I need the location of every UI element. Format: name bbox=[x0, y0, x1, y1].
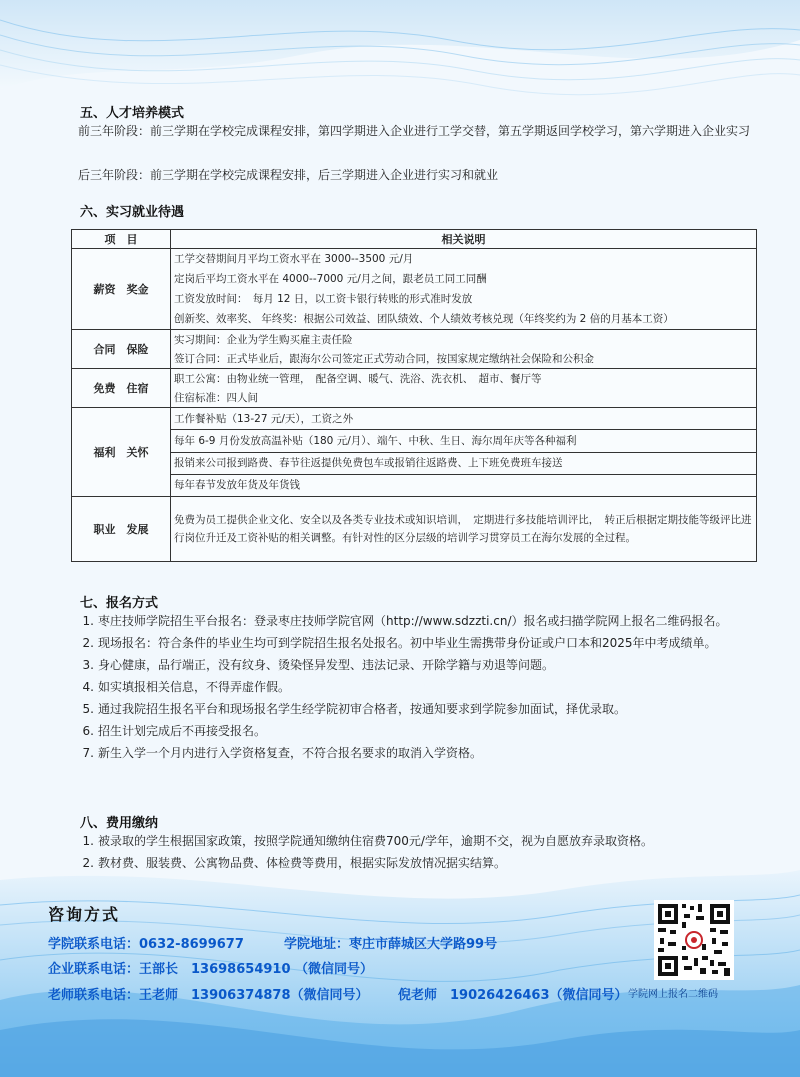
section5-paragraph-1: 前三年阶段：前三学期在学校完成课程安排，第四学期进入企业进行工学交替，第五学期返回学校学习，第六学期进入企业实习 bbox=[78, 124, 751, 138]
section7-title: 七、报名方式 bbox=[80, 596, 159, 611]
welfare-line: 每年 6-9 月份发放高温补贴（180 元/月）、端午、中秋、生日、海尔周年庆等各种福利 bbox=[171, 430, 757, 452]
housing-line: 职工公寓：由物业统一管理， 配备空调、暖气、洗浴、洗衣机、 超市、餐厅等 bbox=[171, 369, 757, 389]
list-item: 3. 身心健康，品行端正，没有纹身、烫染怪异发型、违法记录、开除学籍与劝退等问题。 bbox=[82, 658, 555, 672]
section5-paragraph-2: 后三年阶段：前三学期在学校完成课程安排，后三学期进入企业进行实习和就业 bbox=[78, 168, 499, 182]
housing-line: 住宿标准：四人间 bbox=[171, 388, 757, 408]
career-description: 免费为员工提供企业文化、安全以及各类专业技术或知识培训， 定期进行多技能培训评比， 转正后根据定期技能等级评比进行岗位升迁及工资补贴的相关调整。有针对性的区分层级的培训学习贯穿员工在海尔发展的全过程。 bbox=[171, 497, 757, 562]
fees-list bbox=[56, 830, 756, 874]
registration-list bbox=[56, 610, 756, 764]
contract-line: 签订合同：正式毕业后，跟海尔公司签定正式劳动合同，按国家规定缴纳社会保险和公积金 bbox=[171, 349, 757, 369]
salary-line: 创新奖、效率奖、 年终奖：根据公司效益、团队绩效、个人绩效考核兑现（年终奖约为 2 倍的月基本工资） bbox=[171, 309, 757, 330]
contract-category: 合同 保险 bbox=[72, 330, 171, 369]
table-row bbox=[72, 497, 757, 562]
list-item: 1. 被录取的学生根据国家政策，按照学院通知缴纳住宿费700元/学年，逾期不交，视为自愿放弃录取资格。 bbox=[82, 834, 653, 848]
company-phone: 企业联系电话：王部长 13698654910 （微信同号） bbox=[48, 962, 374, 977]
housing-category: 免费 住宿 bbox=[72, 369, 171, 408]
list-item: 4. 如实填报相关信息，不得弄虚作假。 bbox=[82, 680, 291, 694]
welfare-line: 报销来公司报到路费、春节往返提供免费包车或报销往返路费、上下班免费班车接送 bbox=[171, 452, 757, 474]
teacher-phone-ni: 倪老师 19026426463（微信同号） bbox=[398, 988, 628, 1003]
salary-line: 定岗后平均工资水平在 4000--7000 元/月之间，跟老员工同工同酬 bbox=[171, 269, 757, 289]
table-row bbox=[72, 249, 757, 270]
salary-line: 工学交替期间月平均工资水平在 3000--3500 元/月 bbox=[171, 249, 757, 270]
teacher-phone-wang: 老师联系电话：王老师 13906374878（微信同号） bbox=[48, 988, 369, 1003]
salary-category: 薪资 奖金 bbox=[72, 249, 171, 330]
table-row bbox=[72, 408, 757, 430]
list-item: 2. 现场报名：符合条件的毕业生均可到学院招生报名处报名。初中毕业生需携带身份证或户口本和2025年中考成绩单。 bbox=[82, 636, 717, 650]
salary-line: 工资发放时间： 每月 12 日，以工资卡银行转账的形式准时发放 bbox=[171, 289, 757, 309]
contract-line: 实习期间：企业为学生购买雇主责任险 bbox=[171, 330, 757, 350]
welfare-line: 每年春节发放年货及年货钱 bbox=[171, 474, 757, 496]
section5-title: 五、人才培养模式 bbox=[80, 106, 185, 121]
college-address: 学院地址：枣庄市薛城区大学路99号 bbox=[284, 937, 498, 952]
list-item: 6. 招生计划完成后不再接受报名。 bbox=[82, 724, 267, 738]
list-item: 2. 教材费、服装费、公寓物品费、体检费等费用，根据实际发放情况据实结算。 bbox=[82, 856, 507, 870]
qr-code-icon bbox=[654, 900, 734, 980]
college-phone: 学院联系电话：0632-8699677 bbox=[48, 937, 244, 952]
table-header-description: 相关说明 bbox=[171, 230, 757, 249]
list-item: 1. 枣庄技师学院招生平台报名：登录枣庄技师学院官网（http://www.sdzzti.cn/）报名或扫描学院网上报名二维码报名。 bbox=[82, 614, 728, 628]
list-item: 5. 通过我院招生报名平台和现场报名学生经学院初审合格者，按通知要求到学院参加面试，择优录取。 bbox=[82, 702, 627, 716]
welfare-category: 福利 关怀 bbox=[72, 408, 171, 497]
welfare-line: 工作餐补贴（13-27 元/天），工资之外 bbox=[171, 408, 757, 430]
qr-caption: 学院网上报名二维码 bbox=[628, 989, 718, 1000]
career-category: 职业 发展 bbox=[72, 497, 171, 562]
table-header-item: 项 目 bbox=[72, 230, 171, 249]
table-row bbox=[72, 369, 757, 389]
registration-qr-code[interactable] bbox=[654, 900, 734, 980]
contact-title: 咨询方式 bbox=[48, 905, 121, 924]
list-item: 7. 新生入学一个月内进行入学资格复查，不符合报名要求的取消入学资格。 bbox=[82, 746, 483, 760]
benefits-table bbox=[71, 229, 757, 562]
section6-title: 六、实习就业待遇 bbox=[80, 205, 185, 220]
section8-title: 八、费用缴纳 bbox=[80, 816, 159, 831]
table-header-row bbox=[72, 230, 757, 249]
table-row bbox=[72, 330, 757, 350]
